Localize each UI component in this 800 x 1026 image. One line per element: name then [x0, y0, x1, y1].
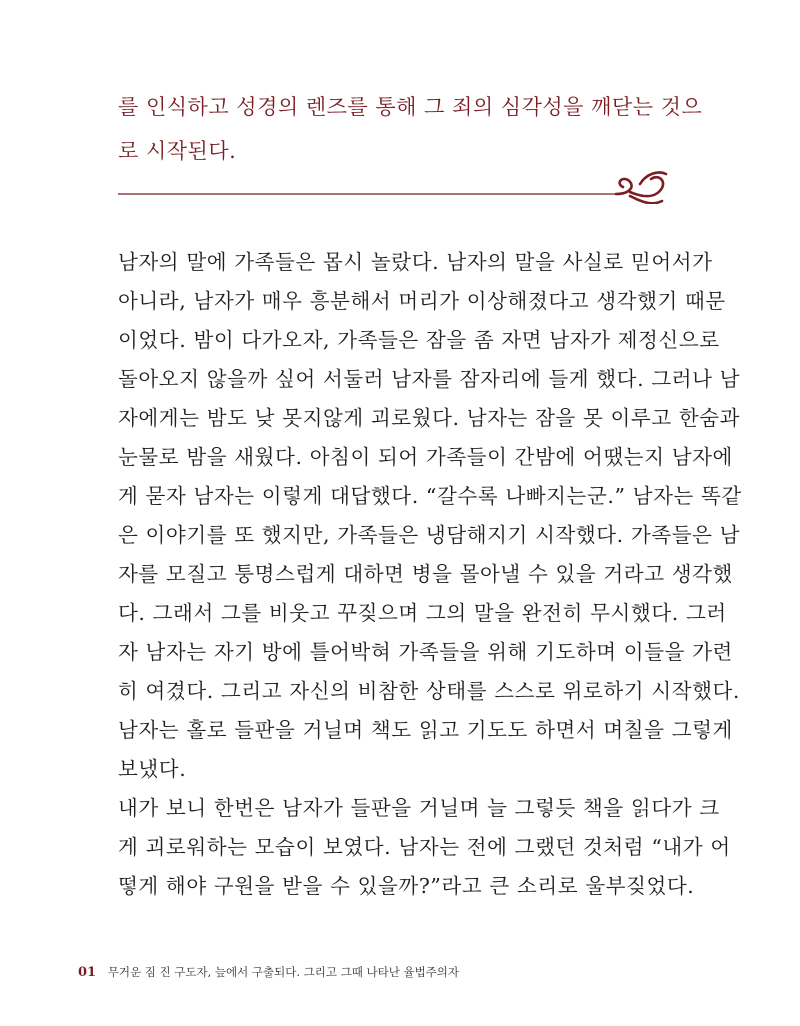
- text-line: 남자의 말에 가족들은 몹시 놀랐다. 남자의 말을 사실로 믿어서가: [118, 250, 713, 274]
- text-line: 히 여겼다. 그리고 자신의 비참한 상태를 스스로 위로하기 시작했다.: [118, 679, 741, 703]
- running-title: 무거운 짐 진 구도자, 늪에서 구출되다. 그리고 그때 나타난 율법주의자: [107, 965, 460, 979]
- page-number: 01: [78, 965, 97, 980]
- text-line: 자를 모질고 퉁명스럽게 대하면 병을 몰아낼 수 있을 거라고 생각했: [118, 562, 733, 586]
- text-line: 남자는 홀로 들판을 거닐며 책도 읽고 기도도 하면서 며칠을 그렇게: [118, 718, 733, 742]
- text-line: 은 이야기를 또 했지만, 가족들은 냉담해지기 시작했다. 가족들은 남: [118, 523, 741, 547]
- text-line: 보냈다.: [118, 757, 187, 781]
- text-line: 게 묻자 남자는 이렇게 대답했다. “갈수록 나빠지는군.” 남자는 똑같: [118, 484, 742, 508]
- text-line: 돌아오지 않을까 싶어 서둘러 남자를 잠자리에 들게 했다. 그러나 남: [118, 367, 741, 391]
- body-text: [118, 248, 742, 911]
- page-footer: [78, 964, 459, 980]
- text-line: 자에게는 밤도 낮 못지않게 괴로웠다. 남자는 잠을 못 이루고 한숨과: [118, 406, 741, 430]
- ornamental-divider: [118, 168, 678, 204]
- pull-quote: [118, 92, 703, 180]
- quote-line: 를 인식하고 성경의 렌즈를 통해 그 죄의 심각성을 깨닫는 것으: [118, 95, 703, 119]
- text-line: 눈물로 밤을 새웠다. 아침이 되어 가족들이 간밤에 어땠는지 남자에: [118, 445, 733, 469]
- text-line: 다. 그래서 그를 비웃고 꾸짖으며 그의 말을 완전히 무시했다. 그러: [118, 601, 727, 625]
- text-line: 떻게 해야 구원을 받을 수 있을까?”라고 큰 소리로 울부짖었다.: [118, 874, 695, 898]
- text-line: 아니라, 남자가 매우 흥분해서 머리가 이상해졌다고 생각했기 때문: [118, 289, 726, 313]
- text-line: 이었다. 밤이 다가오자, 가족들은 잠을 좀 자면 남자가 제정신으로: [118, 328, 720, 352]
- quote-line: 로 시작된다.: [118, 139, 237, 163]
- text-line: 내가 보니 한번은 남자가 들판을 거닐며 늘 그렇듯 책을 읽다가 크: [118, 796, 720, 820]
- text-line: 자 남자는 자기 방에 틀어박혀 가족들을 위해 기도하며 이들을 가련: [118, 640, 733, 664]
- text-line: 게 괴로워하는 모습이 보였다. 남자는 전에 그랬던 것처럼 “내가 어: [118, 835, 731, 859]
- flourish-icon: [616, 172, 666, 203]
